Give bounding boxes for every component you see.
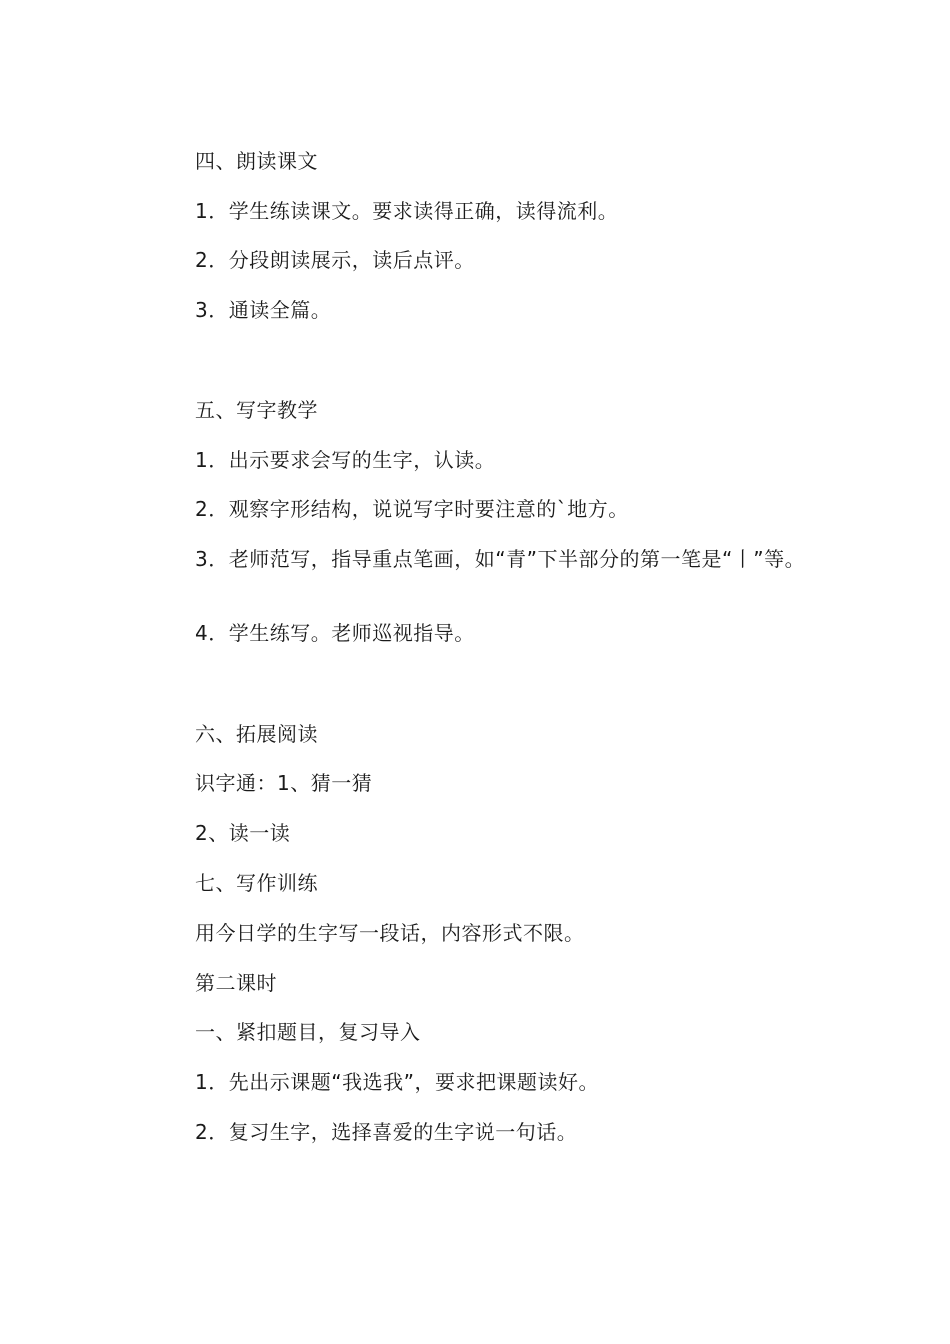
paragraph: 2、读一读 xyxy=(195,821,291,845)
paragraph: 4．学生练写。老师巡视指导。 xyxy=(195,621,475,645)
paragraph: 识字通：1、猜一猜 xyxy=(195,771,373,795)
paragraph: 1．学生练读课文。要求读得正确，读得流利。 xyxy=(195,199,619,223)
section-heading-review: 一、紧扣题目，复习导入 xyxy=(195,1020,421,1044)
paragraph: 2．分段朗读展示，读后点评。 xyxy=(195,248,475,272)
lesson-heading: 第二课时 xyxy=(195,971,277,995)
section-heading-writing: 五、写字教学 xyxy=(195,398,318,422)
section-heading-extended-reading: 六、拓展阅读 xyxy=(195,722,318,746)
paragraph-wrapped: 3．老师范写，指导重点笔画，如“青”下半部分的第一笔是“丨”等。 xyxy=(195,547,806,571)
paragraph: 用今日学的生字写一段话，内容形式不限。 xyxy=(195,921,585,945)
paragraph: 3．通读全篇。 xyxy=(195,298,332,322)
paragraph: 2．观察字形结构，说说写字时要注意的`地方。 xyxy=(195,497,629,521)
section-heading-reading: 四、朗读课文 xyxy=(195,149,318,173)
paragraph: 2．复习生字，选择喜爱的生字说一句话。 xyxy=(195,1120,578,1144)
paragraph: 1．出示要求会写的生字，认读。 xyxy=(195,448,496,472)
paragraph: 1．先出示课题“我选我”，要求把课题读好。 xyxy=(195,1070,599,1094)
section-heading-writing-practice: 七、写作训练 xyxy=(195,871,318,895)
